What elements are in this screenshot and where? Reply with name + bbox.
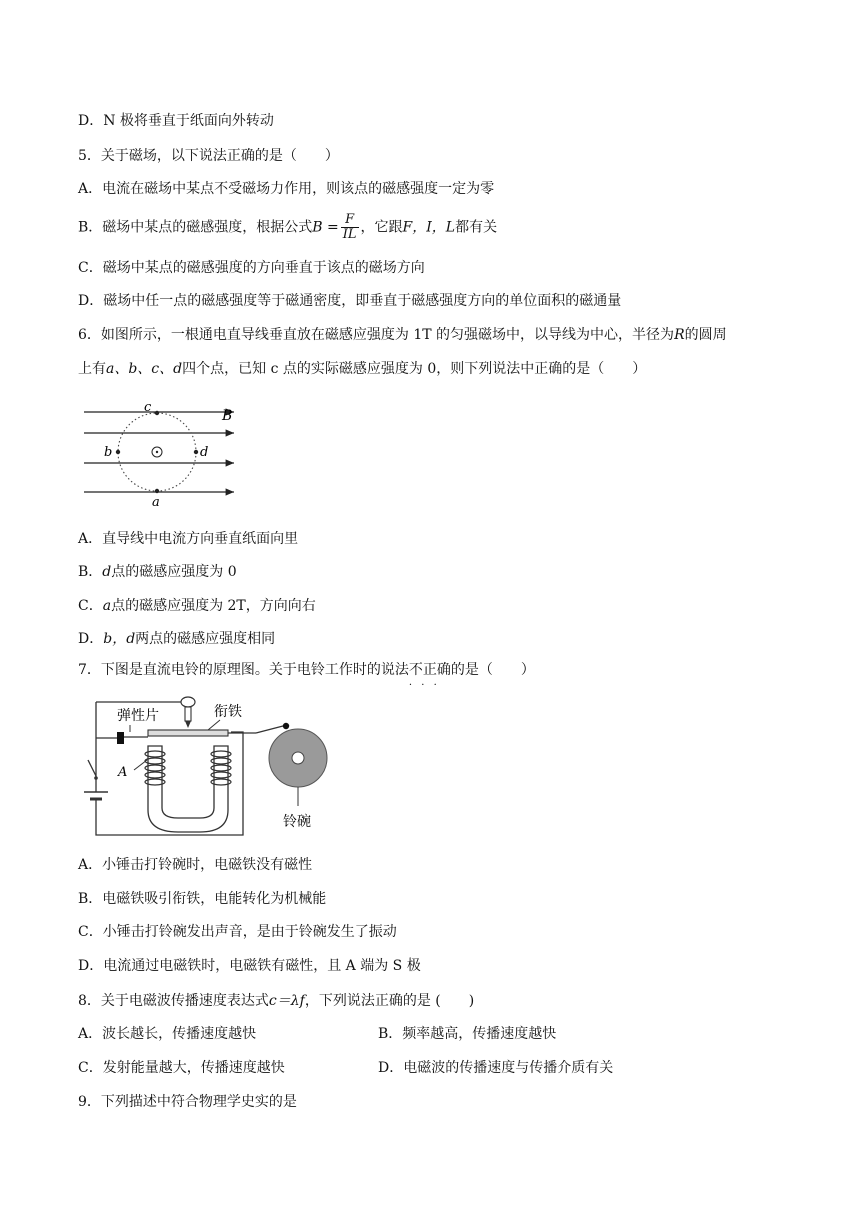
q7-option-d: D．电流通过电磁铁时，电磁铁有磁性，且 A 端为 S 极 bbox=[78, 958, 421, 974]
q8-stem-text: 8．关于电磁波传播速度表达式 bbox=[78, 993, 269, 1009]
q7-electric-bell-figure bbox=[78, 690, 338, 840]
q6-stem-line1 bbox=[78, 325, 727, 345]
formula-fraction bbox=[341, 213, 359, 242]
label-A: A bbox=[118, 765, 128, 780]
screw-icon bbox=[181, 697, 195, 707]
q6-option-b-text: 点的磁感应强度为 0 bbox=[111, 564, 237, 580]
switch-contact bbox=[94, 776, 98, 780]
q6-stem2-text: 四个点，已知 c 点的实际磁感应强度为 0，则下列说法中正确的是（ ） bbox=[182, 361, 647, 377]
q5-option-c: C．磁场中某点的磁感强度的方向垂直于该点的磁场方向 bbox=[78, 260, 425, 276]
q8-stem-end: ，下列说法正确的是 ( ) bbox=[304, 993, 475, 1009]
q6-stem2-prefix: 上有 bbox=[78, 361, 106, 377]
q6-option-b bbox=[78, 562, 237, 582]
q6-option-c bbox=[78, 596, 316, 616]
label-b: b bbox=[104, 445, 113, 460]
q7-option-c: C．小锤击打铃碗发出声音，是由于铃碗发生了振动 bbox=[78, 924, 397, 940]
q6-stem-line2 bbox=[78, 359, 646, 379]
hammer-icon bbox=[283, 723, 289, 729]
q8-option-d: D．电磁波的传播速度与传播介质有关 bbox=[378, 1060, 614, 1076]
q5-option-b bbox=[78, 213, 497, 242]
label-a: a bbox=[152, 495, 160, 508]
contact-block bbox=[117, 732, 124, 744]
point-b bbox=[116, 450, 120, 454]
label-armature: 衔铁 bbox=[214, 704, 242, 720]
q6-stem-text: 6．如图所示，一根通电直导线垂直放在磁感应强度为 1T 的匀强磁场中，以导线为中心，半径为 bbox=[78, 327, 675, 343]
label-spring-plate: 弹性片 bbox=[117, 708, 159, 724]
q6-option-c-letter: C． bbox=[78, 598, 103, 614]
point-c bbox=[155, 411, 159, 415]
q8-option-c: C．发射能量越大，传播速度越快 bbox=[78, 1060, 285, 1076]
armature bbox=[148, 730, 228, 736]
q6-option-c-text: 点的磁感应强度为 2T，方向向右 bbox=[111, 598, 316, 614]
q7-emphasis: 不正确 · · · bbox=[409, 662, 451, 678]
q6-option-d-var: b，d bbox=[103, 631, 136, 647]
label-c: c bbox=[144, 400, 152, 415]
q6-option-d-letter: D． bbox=[78, 631, 104, 647]
q6-option-b-letter: B． bbox=[78, 564, 103, 580]
fraction-denominator: IL bbox=[342, 227, 357, 242]
q7-stem bbox=[78, 660, 535, 680]
q8-option-b: B．频率越高，传播速度越快 bbox=[378, 1026, 557, 1042]
screw-shaft bbox=[185, 707, 191, 721]
label-B: B bbox=[222, 408, 233, 424]
q7-option-b: B．电磁铁吸引衔铁，电能转化为机械能 bbox=[78, 891, 327, 907]
q5-option-b-prefix: B．磁场中某点的磁感强度，根据公式 bbox=[78, 219, 313, 236]
q9-stem: 9．下列描述中符合物理学史实的是 bbox=[78, 1094, 297, 1110]
q8-formula: c＝λf bbox=[268, 993, 305, 1009]
label-d: d bbox=[200, 445, 209, 460]
q6-stem-end: 的圆周 bbox=[684, 327, 727, 343]
formula-lhs: B = bbox=[312, 219, 339, 236]
q6-magnetic-field-figure bbox=[82, 396, 242, 508]
q6-option-d-text: 两点的磁感应强度相同 bbox=[135, 631, 276, 647]
bell-center bbox=[292, 752, 304, 764]
q6-option-a: A．直导线中电流方向垂直纸面向里 bbox=[78, 531, 299, 547]
q5-option-b-end: 都有关 bbox=[455, 219, 498, 236]
screw-tip bbox=[185, 721, 191, 728]
q5-stem: 5．关于磁场，以下说法正确的是（ ） bbox=[78, 148, 339, 164]
q8-stem bbox=[78, 991, 474, 1011]
point-d bbox=[194, 450, 198, 454]
q7-stem-text: 7．下图是直流电铃的原理图。关于电铃工作时的说法 bbox=[78, 662, 409, 678]
fraction-numerator: F bbox=[341, 213, 359, 228]
q6-option-c-var: a bbox=[102, 598, 112, 614]
q6-radius-var: R bbox=[674, 327, 685, 343]
q5-option-b-vars: F，I，L bbox=[402, 219, 456, 236]
wire-center-dot bbox=[156, 451, 158, 453]
q6-option-d bbox=[78, 629, 275, 649]
q7-option-a: A．小锤击打铃碗时，电磁铁没有磁性 bbox=[78, 857, 313, 873]
q4-option-d: D．N 极将垂直于纸面向外转动 bbox=[78, 113, 274, 129]
label-bell-bowl: 铃碗 bbox=[283, 814, 311, 830]
point-a bbox=[155, 489, 159, 493]
q5-option-a: A．电流在磁场中某点不受磁场力作用，则该点的磁感强度一定为零 bbox=[78, 181, 495, 197]
q6-points: a、b、c、d bbox=[106, 361, 183, 377]
q8-option-a: A．波长越长，传播速度越快 bbox=[78, 1026, 257, 1042]
hammer-arm bbox=[256, 726, 283, 733]
q6-option-b-var: d bbox=[102, 564, 112, 580]
switch-icon bbox=[88, 760, 96, 776]
q5-option-b-mid: ，它跟 bbox=[360, 219, 403, 236]
label-leader bbox=[208, 720, 220, 730]
q7-stem-end: 的是（ ） bbox=[450, 662, 535, 678]
q5-option-d: D．磁场中任一点的磁感强度等于磁通密度，即垂直于磁感强度方向的单位面积的磁通量 bbox=[78, 293, 622, 309]
